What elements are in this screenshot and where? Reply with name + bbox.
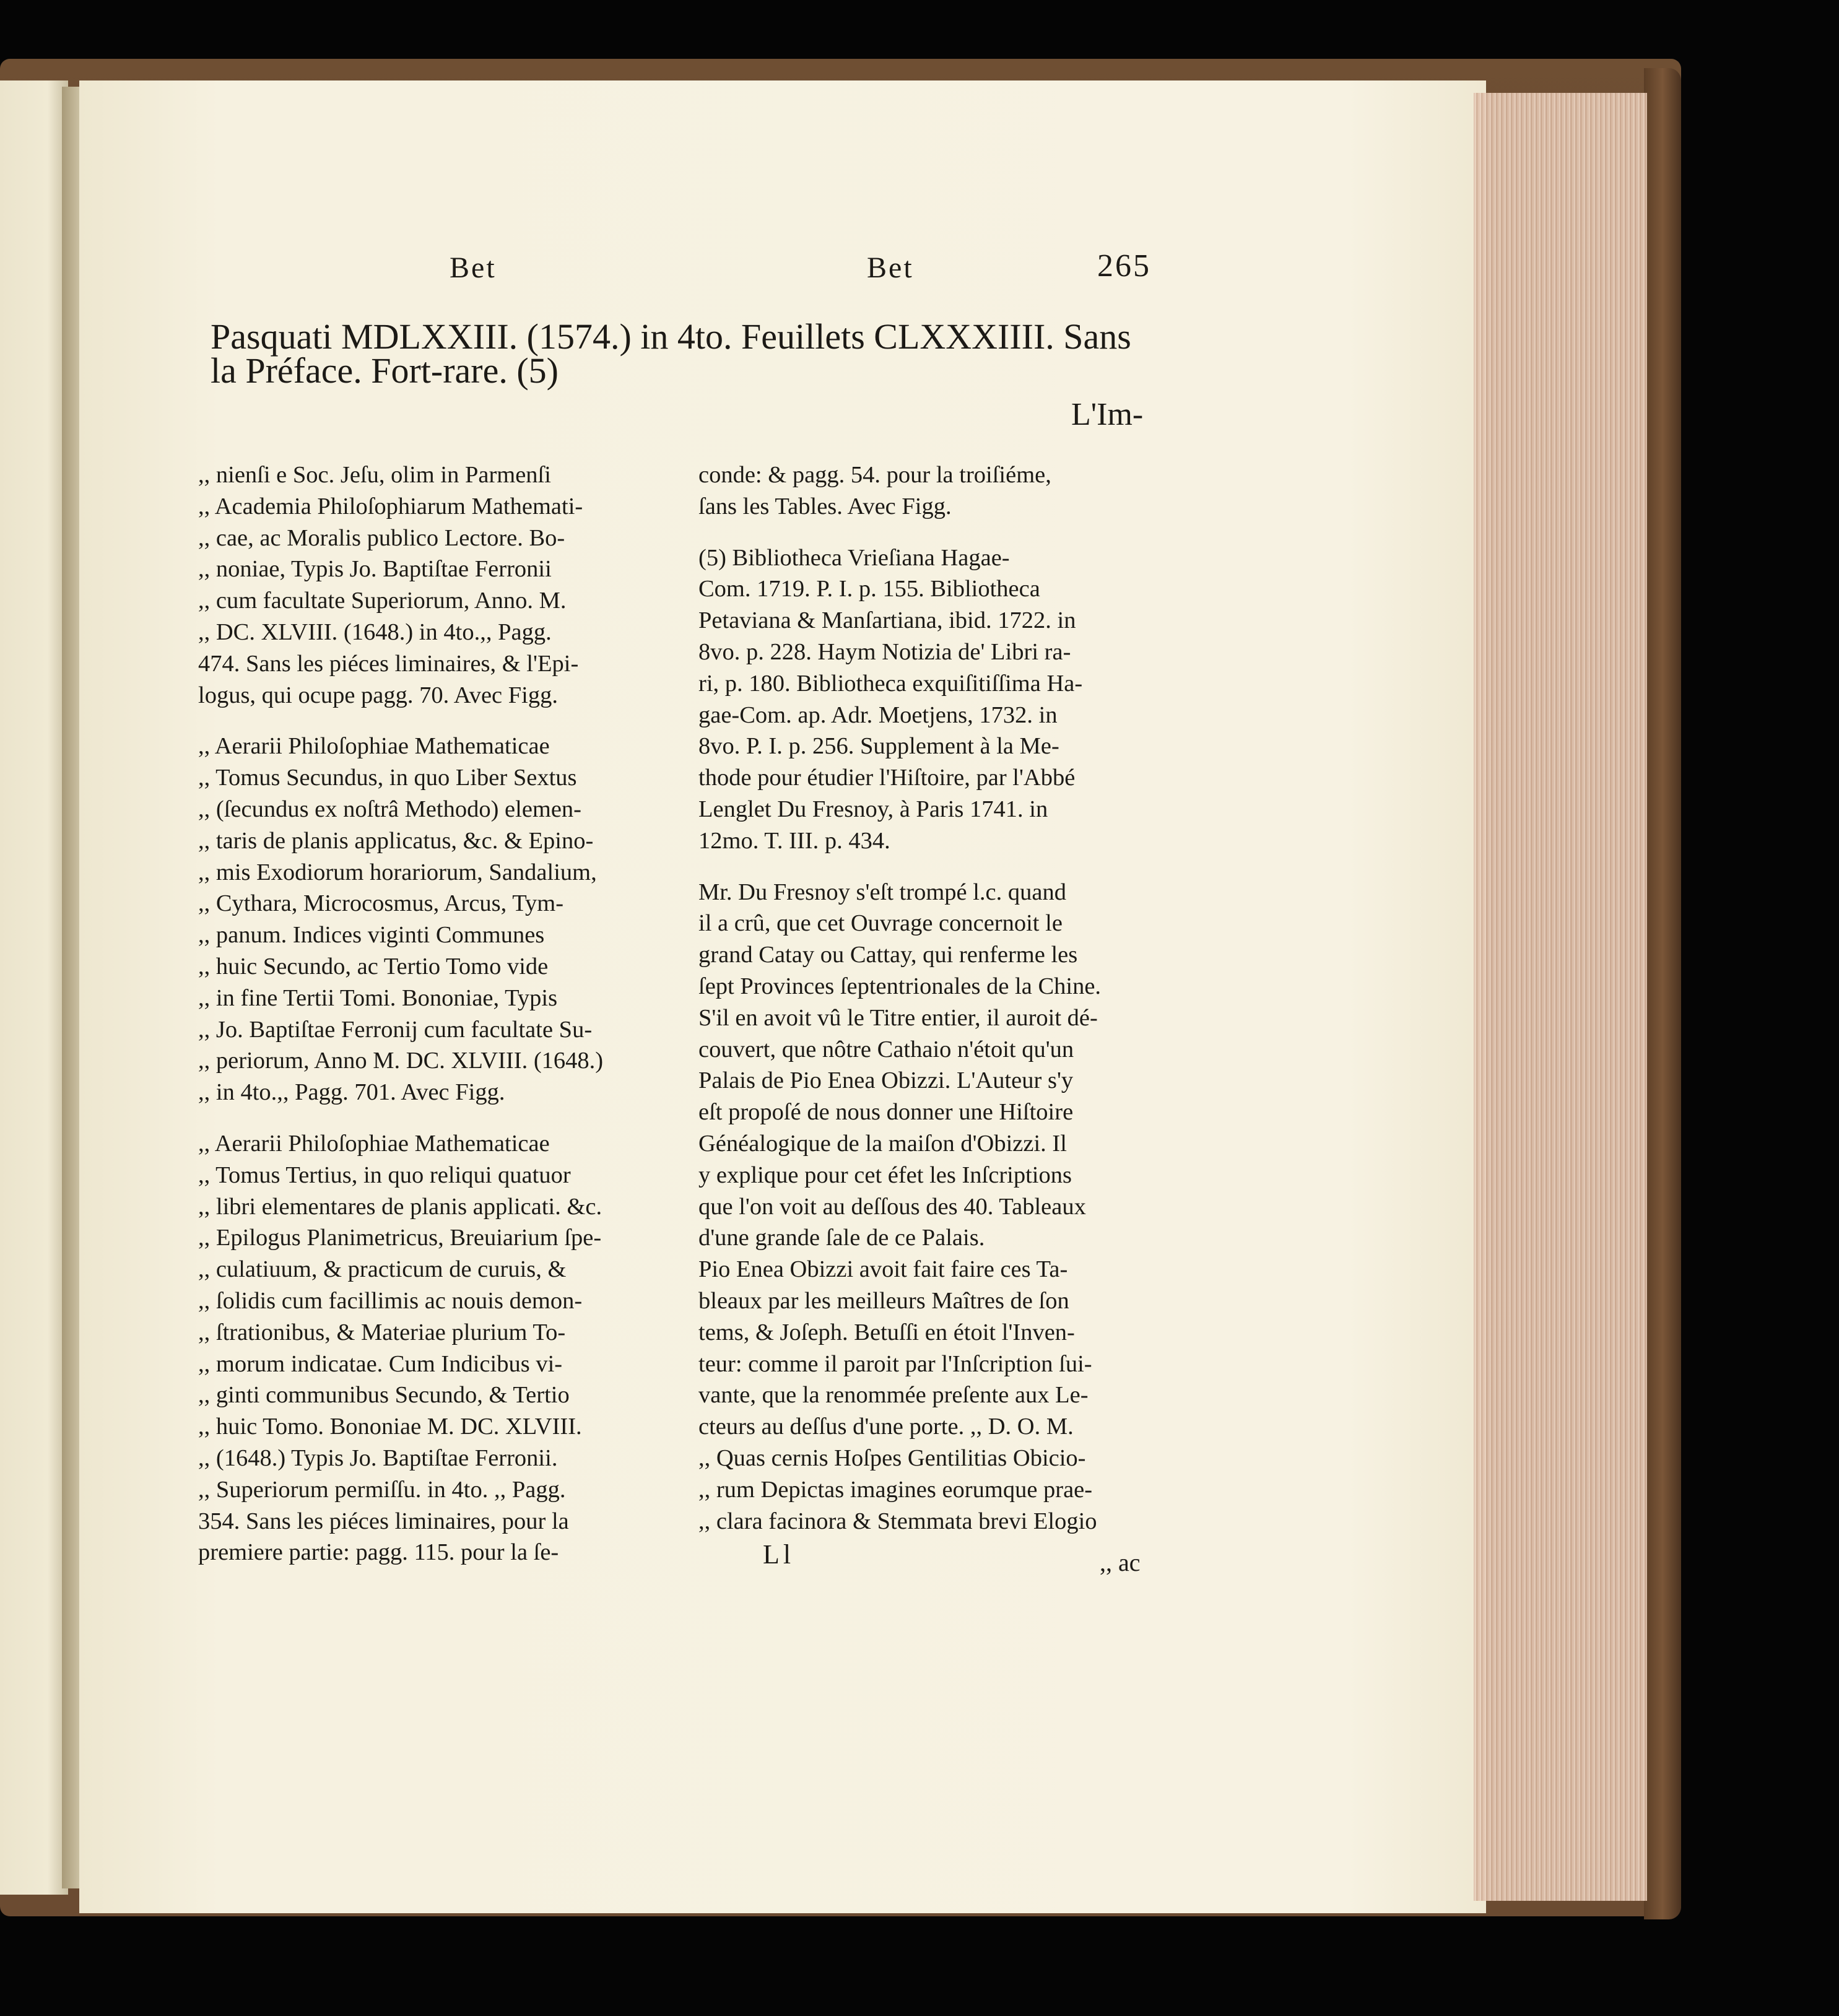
text-line: ,, culatiuum, & practicum de curuis, & [198,1256,567,1283]
text-line: ,, ſtrationibus, & Materiae plurium To- [198,1319,566,1345]
text-line: ,, huic Secundo, ac Tertio Tomo vide [198,953,549,980]
running-head-center: Bet [867,251,914,284]
text-line: ,, Quas cernis Hoſpes Gentilitias Obicio- [698,1445,1086,1471]
text-line: il a crû, que cet Ouvrage concernoit le [698,910,1063,937]
text-line: thode pour étudier l'Hiſtoire, par l'Abbé [698,765,1076,791]
text-line: que l'on voit au deſſous des 40. Tableaux [698,1193,1086,1220]
text-line: ,, Jo. Baptiſtae Ferronij cum facultate Su- [198,1016,593,1043]
text-line: ,, in 4to.,, Pagg. 701. Avec Figg. [198,1079,505,1106]
text-line: Lenglet Du Fresnoy, à Paris 1741. in [698,796,1048,822]
running-head-left: Bet [450,251,497,284]
text-line: ,, libri elementares de planis applicati. &c. [198,1193,602,1220]
text-line: (5) Bibliotheca Vrieſiana Hagae- [698,544,1010,571]
left-column [198,459,656,1568]
text-line: 12mo. T. III. p. 434. [698,827,890,854]
text-line: Mr. Du Fresnoy s'eſt trompé l.c. quand [698,879,1066,905]
text-line: Généalogique de la maiſon d'Obizzi. Il [698,1130,1067,1157]
text-line: S'il en avoit vû le Titre entier, il auroit dé- [698,1004,1098,1031]
text-line: ,, panum. Indices viginti Communes [198,922,545,949]
text-line: ,, (1648.) Typis Jo. Baptiſtae Ferronii. [198,1445,558,1471]
text-line: ,, (ſecundus ex noſtrâ Methodo) elemen- [198,796,582,822]
page-number: 265 [1097,248,1151,284]
text-line: ,, ginti communibus Secundo, & Tertio [198,1382,570,1409]
text-line: logus, qui ocupe pagg. 70. Avec Figg. [198,682,558,708]
text-line: 354. Sans les piéces liminaires, pour la [198,1508,569,1534]
text-line: cteurs au deſſus d'une porte. ,, D. O. M. [698,1414,1074,1440]
text-line: ,, Aerarii Philoſophiae Mathematicae [198,733,550,760]
text-line: ,, mis Exodiorum horariorum, Sandalium, [198,859,597,885]
text-line: ,, Superiorum permiſſu. in 4to. ,, Pagg. [198,1476,566,1503]
text-line: teur: comme il paroit par l'Inſcription ſui- [698,1350,1092,1377]
text-line: ,, Cythara, Microcosmus, Arcus, Tym- [198,890,564,917]
text-line: ri, p. 180. Bibliotheca exquiſitiſſima Ha- [698,670,1083,697]
text-line: ,, periorum, Anno M. DC. XLVIII. (1648.) [198,1048,604,1074]
right-column [698,459,1158,1537]
text-line: Com. 1719. P. I. p. 155. Bibliotheca [698,576,1040,602]
text-line: ,, noniae, Typis Jo. Baptiſtae Ferronii [198,556,552,583]
text-line: ,, DC. XLVIII. (1648.) in 4to.,, Pagg. [198,619,552,645]
text-line: bleaux par les meilleurs Maîtres de ſon [698,1287,1069,1314]
text-line: ,, Tomus Tertius, in quo reliqui quatuor [198,1162,571,1188]
text-line: ,, taris de planis applicatus, &c. & Epino- [198,827,594,854]
text-line: ,, morum indicatae. Cum Indicibus vi- [198,1350,563,1377]
text-line: couvert, que nôtre Cathaio n'étoit qu'un [698,1036,1074,1062]
text-line: d'une grande ſale de ce Palais. [698,1225,985,1251]
text-line: y explique pour cet éfet les Inſcriptions [698,1162,1072,1188]
text-line: ,, ſolidis cum facillimis ac nouis demon- [198,1287,583,1314]
intro-line-1: Pasquati MDLXXIII. (1574.) in 4to. Feuillets CLXXXIIII. Sans [211,316,1131,357]
text-line: Petaviana & Manſartiana, ibid. 1722. in [698,607,1076,634]
text-line: ,, cum facultate Superiorum, Anno. M. [198,588,567,614]
text-line: ,, huic Tomo. Bononiae M. DC. XLVIII. [198,1414,582,1440]
text-line: 474. Sans les piéces liminaires, & l'Epi- [198,650,579,677]
footer-catchword: ,, ac [1100,1549,1141,1576]
text-line: Palais de Pio Enea Obizzi. L'Auteur s'y [698,1067,1074,1094]
text-line: ,, Epilogus Planimetricus, Breuiarium ſpe- [198,1225,602,1251]
text-line: tems, & Joſeph. Betuſſi en étoit l'Inven- [698,1319,1075,1345]
text-line: gae-Com. ap. Adr. Moetjens, 1732. in [698,702,1058,728]
text-line: conde: & pagg. 54. pour la troiſiéme, [698,462,1051,488]
text-line: ſept Provinces ſeptentrionales de la Chine. [698,973,1102,999]
book-cover-edge [1644,68,1681,1919]
text-line: Pio Enea Obizzi avoit fait faire ces Ta- [698,1256,1068,1283]
text-line: ,, nienſi e Soc. Jeſu, olim in Parmenſi [198,462,551,488]
signature-mark: Ll [763,1539,795,1570]
text-line: ſans les Tables. Avec Figg. [698,493,952,519]
text-line: ,, clara facinora & Stemmata brevi Elogio [698,1508,1097,1534]
text-line: 8vo. p. 228. Haym Notizia de' Libri ra- [698,638,1071,665]
left-page-edge [0,80,68,1895]
text-line: ,, Aerarii Philoſophiae Mathematicae [198,1130,550,1157]
text-line: ,, cae, ac Moralis publico Lectore. Bo- [198,524,565,551]
text-line: ,, Tomus Secundus, in quo Liber Sextus [198,765,577,791]
header-catchword: L'Im- [1071,397,1144,432]
text-line: 8vo. P. I. p. 256. Supplement à la Me- [698,733,1059,760]
intro-line-2: la Préface. Fort-rare. (5) [211,350,559,391]
text-line: eſt propoſé de nous donner une Hiſtoire [698,1099,1074,1126]
text-line: premiere partie: pagg. 115. pour la ſe- [198,1539,559,1566]
text-line: ,, Academia Philoſophiarum Mathemati- [198,493,583,519]
text-line: vante, que la renommée preſente aux Le- [698,1382,1089,1409]
text-line: grand Catay ou Cattay, qui renferme les [698,942,1078,968]
page-edges [1474,93,1647,1901]
text-line: ,, rum Depictas imagines eorumque prae- [698,1476,1093,1503]
text-line: ,, in fine Tertii Tomi. Bononiae, Typis [198,984,558,1011]
